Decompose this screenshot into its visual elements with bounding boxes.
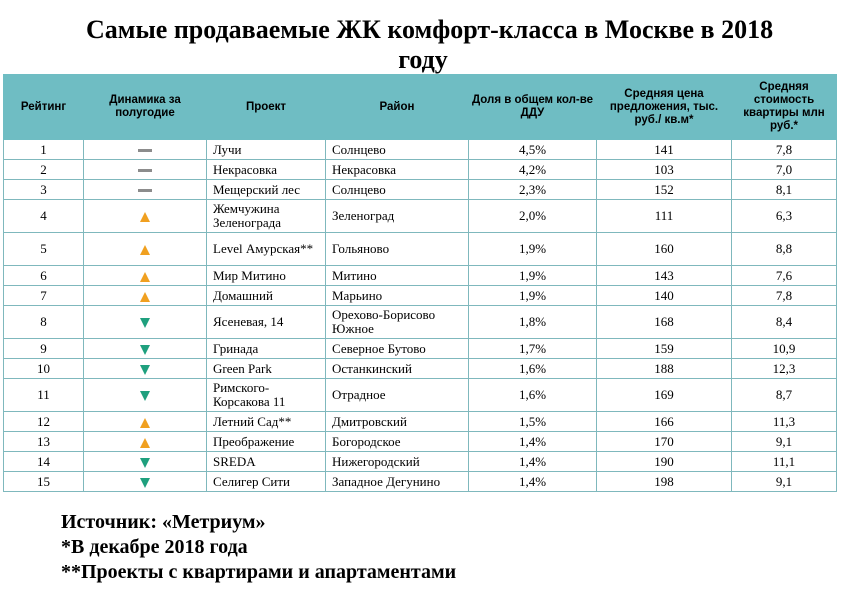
footnote-apartments: **Проекты с квартирами и апартаментами — [61, 561, 457, 583]
table-row — [4, 160, 837, 180]
table-row — [4, 452, 837, 472]
cell-trend — [84, 379, 207, 412]
cell-rank: 10 — [4, 359, 84, 379]
cell-trend — [84, 140, 207, 160]
footnote-december: *В декабре 2018 года — [61, 536, 248, 558]
cell-share: 1,4% — [469, 472, 597, 492]
trend-up-icon — [140, 245, 150, 255]
footnotes — [61, 510, 456, 585]
cell-project: Лучи — [207, 140, 326, 160]
cell-project: Римского-Корсакова 11 — [207, 379, 326, 412]
cell-rank: 7 — [4, 286, 84, 306]
cell-cost: 9,1 — [732, 472, 837, 492]
cell-trend — [84, 233, 207, 266]
cell-price: 152 — [597, 180, 732, 200]
trend-up-icon — [140, 272, 150, 282]
cell-district: Орехово-Борисово Южное — [326, 306, 469, 339]
header-cost: Средняя стоимость квартиры млн руб.* — [732, 75, 837, 140]
table-row — [4, 359, 837, 379]
cell-project: Level Амурская** — [207, 233, 326, 266]
cell-share: 1,9% — [469, 233, 597, 266]
cell-cost: 8,1 — [732, 180, 837, 200]
trend-flat-icon — [138, 149, 152, 152]
table-row — [4, 233, 837, 266]
cell-project: Летний Сад** — [207, 412, 326, 432]
cell-district: Богородское — [326, 432, 469, 452]
header-rank: Рейтинг — [4, 75, 84, 140]
cell-district: Останкинский — [326, 359, 469, 379]
cell-rank: 3 — [4, 180, 84, 200]
cell-price: 141 — [597, 140, 732, 160]
cell-price: 188 — [597, 359, 732, 379]
cell-rank: 4 — [4, 200, 84, 233]
ranking-table — [3, 74, 837, 492]
cell-trend — [84, 359, 207, 379]
cell-district: Митино — [326, 266, 469, 286]
cell-trend — [84, 339, 207, 359]
trend-down-icon — [140, 365, 150, 375]
cell-trend — [84, 432, 207, 452]
cell-project: Ясеневая, 14 — [207, 306, 326, 339]
cell-district: Нижегородский — [326, 452, 469, 472]
cell-trend — [84, 160, 207, 180]
header-price: Средняя цена предложения, тыс. руб./ кв.м* — [597, 75, 732, 140]
cell-cost: 8,7 — [732, 379, 837, 412]
cell-price: 169 — [597, 379, 732, 412]
cell-price: 159 — [597, 339, 732, 359]
cell-price: 190 — [597, 452, 732, 472]
cell-price: 160 — [597, 233, 732, 266]
cell-rank: 8 — [4, 306, 84, 339]
cell-cost: 8,8 — [732, 233, 837, 266]
cell-cost: 10,9 — [732, 339, 837, 359]
table-row — [4, 412, 837, 432]
title-line-2: году — [398, 45, 448, 74]
cell-project: Преображение — [207, 432, 326, 452]
cell-rank: 11 — [4, 379, 84, 412]
cell-project: SREDA — [207, 452, 326, 472]
table-row — [4, 286, 837, 306]
trend-flat-icon — [138, 189, 152, 192]
cell-price: 170 — [597, 432, 732, 452]
trend-down-icon — [140, 478, 150, 488]
cell-cost: 7,0 — [732, 160, 837, 180]
cell-cost: 12,3 — [732, 359, 837, 379]
table-row — [4, 266, 837, 286]
table-row — [4, 472, 837, 492]
trend-flat-icon — [138, 169, 152, 172]
cell-cost: 6,3 — [732, 200, 837, 233]
cell-district: Дмитровский — [326, 412, 469, 432]
title-line-1: Самые продаваемые ЖК комфорт-класса в Москве в 2018 — [86, 15, 774, 44]
cell-project: Некрасовка — [207, 160, 326, 180]
trend-up-icon — [140, 418, 150, 428]
table-row — [4, 432, 837, 452]
cell-rank: 5 — [4, 233, 84, 266]
cell-trend — [84, 286, 207, 306]
table-row — [4, 200, 837, 233]
cell-share: 2,0% — [469, 200, 597, 233]
cell-trend — [84, 452, 207, 472]
cell-cost: 9,1 — [732, 432, 837, 452]
cell-price: 198 — [597, 472, 732, 492]
cell-district: Некрасовка — [326, 160, 469, 180]
cell-share: 1,6% — [469, 359, 597, 379]
cell-project: Селигер Сити — [207, 472, 326, 492]
cell-rank: 15 — [4, 472, 84, 492]
cell-share: 2,3% — [469, 180, 597, 200]
cell-share: 4,5% — [469, 140, 597, 160]
table-row — [4, 339, 837, 359]
trend-down-icon — [140, 458, 150, 468]
cell-rank: 14 — [4, 452, 84, 472]
cell-district: Западное Дегунино — [326, 472, 469, 492]
cell-project: Мещерский лес — [207, 180, 326, 200]
cell-project: Green Park — [207, 359, 326, 379]
cell-project: Гринада — [207, 339, 326, 359]
cell-cost: 7,6 — [732, 266, 837, 286]
cell-share: 1,9% — [469, 266, 597, 286]
cell-price: 168 — [597, 306, 732, 339]
trend-down-icon — [140, 391, 150, 401]
cell-price: 111 — [597, 200, 732, 233]
cell-cost: 11,1 — [732, 452, 837, 472]
cell-cost: 8,4 — [732, 306, 837, 339]
cell-district: Зеленоград — [326, 200, 469, 233]
cell-project: Мир Митино — [207, 266, 326, 286]
cell-trend — [84, 306, 207, 339]
cell-share: 1,8% — [469, 306, 597, 339]
cell-share: 1,6% — [469, 379, 597, 412]
table-body — [4, 140, 837, 492]
cell-trend — [84, 412, 207, 432]
table-row — [4, 140, 837, 160]
cell-share: 1,7% — [469, 339, 597, 359]
cell-rank: 9 — [4, 339, 84, 359]
cell-project: Жемчужина Зеленограда — [207, 200, 326, 233]
table-row — [4, 180, 837, 200]
table-row — [4, 306, 837, 339]
cell-district: Отрадное — [326, 379, 469, 412]
header-project: Проект — [207, 75, 326, 140]
cell-share: 1,5% — [469, 412, 597, 432]
header-share: Доля в общем кол-ве ДДУ — [469, 75, 597, 140]
cell-share: 1,9% — [469, 286, 597, 306]
header-trend: Динамика за полугодие — [84, 75, 207, 140]
cell-cost: 11,3 — [732, 412, 837, 432]
cell-trend — [84, 266, 207, 286]
trend-down-icon — [140, 345, 150, 355]
cell-trend — [84, 200, 207, 233]
trend-down-icon — [140, 318, 150, 328]
cell-price: 166 — [597, 412, 732, 432]
cell-district: Солнцево — [326, 140, 469, 160]
cell-price: 143 — [597, 266, 732, 286]
cell-share: 1,4% — [469, 452, 597, 472]
header-district: Район — [326, 75, 469, 140]
table-header-row — [4, 75, 837, 140]
cell-price: 103 — [597, 160, 732, 180]
cell-share: 1,4% — [469, 432, 597, 452]
cell-rank: 12 — [4, 412, 84, 432]
cell-district: Северное Бутово — [326, 339, 469, 359]
trend-up-icon — [140, 212, 150, 222]
trend-up-icon — [140, 292, 150, 302]
cell-rank: 1 — [4, 140, 84, 160]
cell-share: 4,2% — [469, 160, 597, 180]
cell-rank: 2 — [4, 160, 84, 180]
trend-up-icon — [140, 438, 150, 448]
cell-price: 140 — [597, 286, 732, 306]
cell-rank: 6 — [4, 266, 84, 286]
cell-cost: 7,8 — [732, 140, 837, 160]
cell-district: Гольяново — [326, 233, 469, 266]
cell-district: Марьино — [326, 286, 469, 306]
source-note: Источник: «Метриум» — [61, 511, 266, 533]
cell-rank: 13 — [4, 432, 84, 452]
cell-trend — [84, 472, 207, 492]
cell-district: Солнцево — [326, 180, 469, 200]
cell-project: Домашний — [207, 286, 326, 306]
cell-cost: 7,8 — [732, 286, 837, 306]
cell-trend — [84, 180, 207, 200]
table-row — [4, 379, 837, 412]
